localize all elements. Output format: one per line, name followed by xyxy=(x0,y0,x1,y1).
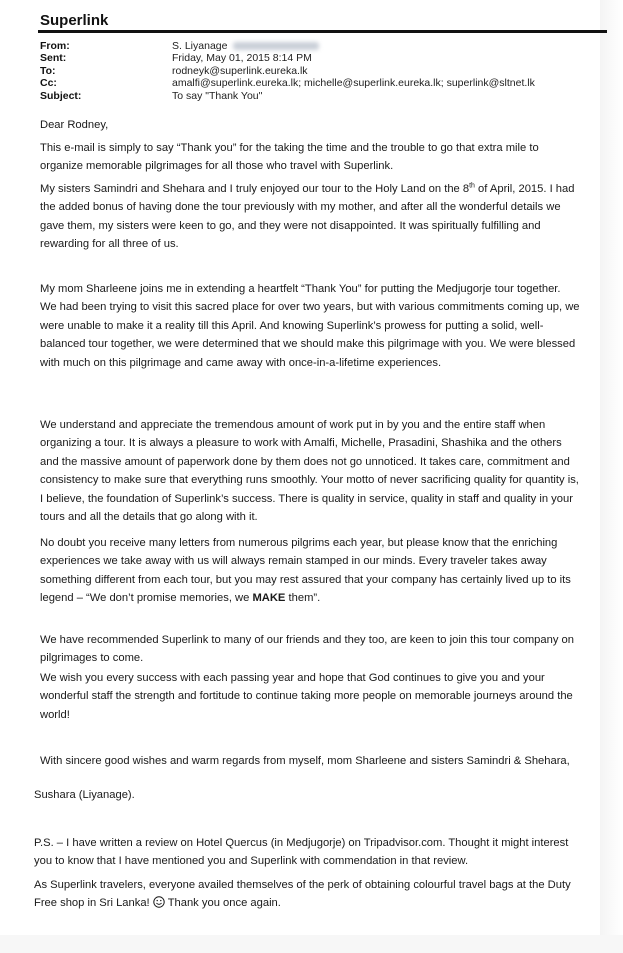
paragraph-staff-appreciation: We understand and appreciate the tremendous amount of work put in by you and the entire staff when organizing a tour. It is always a pleasure to work with Amalfi, Michelle, Prasadini, Shashika and the others and the massive amount of paperwork done by them does not go unnoticed. It takes care, commitment and consistency to make sure that everything runs smoothly. Your motto of never sacrificing quality for quantity is, I believe, the foundation of Superlink’s success. There is quality in service, quality in staff and quality in your tours and all the details that go along with it. xyxy=(40,419,579,524)
to-value: rodneyk@superlink.eureka.lk xyxy=(172,64,308,77)
header-divider xyxy=(38,30,607,33)
postscript-travel-bags xyxy=(34,876,582,913)
paragraph-holy-land-tour-part2: of April, 2015. I had the added bonus of having done the tour previously with my mother, and after all the wonderful details we gave them, my sisters were keen to go, and they were not disappointed. It was spiritually fulfilling and rewarding for all three of us. xyxy=(40,183,575,251)
paragraph-memories xyxy=(40,534,580,608)
paragraph-memories-emphasis: MAKE xyxy=(252,592,286,605)
cc-label: Cc: xyxy=(40,77,57,90)
from-row xyxy=(40,40,535,52)
page-edge-shadow xyxy=(600,0,623,953)
from-label: From: xyxy=(40,40,70,52)
salutation: Dear Rodney, xyxy=(40,119,109,131)
paragraph-memories-part2: them”. xyxy=(285,592,321,605)
sent-label: Sent: xyxy=(40,52,67,65)
sent-value: Friday, May 01, 2015 8:14 PM xyxy=(172,52,312,65)
page-bottom-shadow xyxy=(0,935,623,953)
subject-label: Subject: xyxy=(40,89,82,102)
email-metadata xyxy=(40,40,535,102)
paragraph-thank-you: This e-mail is simply to say “Thank you” for the taking the time and the trouble to go that extra mile to organize memorable pilgrimages for all those who travel with Superlink. xyxy=(40,142,539,173)
cc-row xyxy=(40,77,535,89)
paragraph-good-wishes: We wish you every success with each passing year and hope that God continues to give you and your wonderful staff the strength and fortitude to continue taking more people on memorable journeys around the world! xyxy=(40,672,573,721)
paragraph-holy-land-tour-part1: My sisters Samindri and Shehara and I truly enjoyed our tour to the Holy Land on the 8 xyxy=(40,183,470,195)
to-row xyxy=(40,65,535,77)
ordinal-suffix: th xyxy=(469,182,475,190)
from-value xyxy=(172,40,319,52)
paragraph-medjugorje-tour: My mom Sharleene joins me in extending a heartfelt “Thank You” for putting the Medjugorje tour together. We had been trying to visit this sacred place for over two years, but with various commitments coming up, we were unable to make it a reality till this April. And knowing Superlink’s prowess for putting a solid, well-balanced tour together, we were determined that we should make this pilgrimage with you. We were blessed with much on this pilgrimage and came away with once-in-a-lifetime experiences. xyxy=(40,283,580,369)
paragraph-holy-land-tour xyxy=(40,180,580,254)
sent-row xyxy=(40,52,535,64)
redacted-email-address xyxy=(233,42,319,50)
email-header-title: Superlink xyxy=(40,12,109,29)
postscript-travel-bags-part2: Thank you once again. xyxy=(167,897,281,910)
cc-value: amalfi@superlink.eureka.lk; michelle@superlink.eureka.lk; superlink@sltnet.lk xyxy=(172,77,535,90)
smiley-face-icon xyxy=(153,896,165,908)
subject-row xyxy=(40,90,535,102)
from-name: S. Liyanage xyxy=(172,40,228,52)
postscript-travel-bags-part1: As Superlink travelers, everyone availed themselves of the perk of obtaining colourful travel bags at the Duty Free shop in Sri Lanka! xyxy=(34,879,571,910)
paragraph-memories-part1: No doubt you receive many letters from numerous pilgrims each year, but please know that the enriching experiences we take away with us will always remain stamped in our minds. Every traveler takes away something different from each tour, but you may rest assured that your company has certainly lived up to its legend – “We don’t promise memories, we xyxy=(40,537,571,605)
postscript-review: P.S. – I have written a review on Hotel Quercus (in Medjugorje) on Tripadvisor.com. Thought it might interest you to know that I have mentioned you and Superlink with commendation in that review. xyxy=(34,837,569,868)
signature: Sushara (Liyanage). xyxy=(34,789,135,801)
subject-value: To say "Thank You" xyxy=(172,89,263,102)
to-label: To: xyxy=(40,64,56,77)
closing-line: With sincere good wishes and warm regards from myself, mom Sharleene and sisters Samindri & Shehara, xyxy=(40,755,570,767)
paragraph-recommendation: We have recommended Superlink to many of our friends and they too, are keen to join this tour company on pilgrimages to come. xyxy=(40,634,574,665)
